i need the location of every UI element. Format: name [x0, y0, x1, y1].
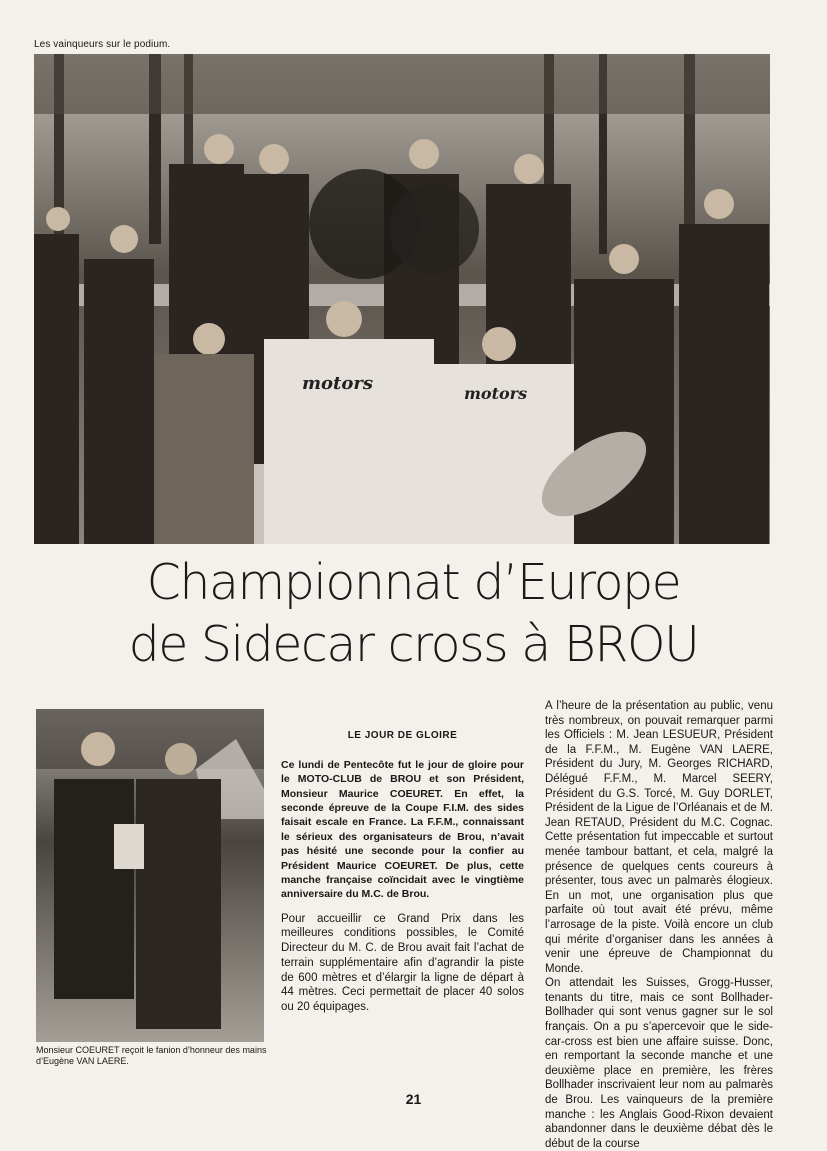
section-heading: LE JOUR DE GLOIRE	[347, 730, 458, 741]
svg-text:motors: motors	[302, 373, 373, 394]
article-column-1	[281, 729, 524, 1015]
svg-text:motors: motors	[464, 384, 528, 403]
top-photo-caption: Les vainqueurs sur le podium.	[34, 39, 171, 50]
ceremony-photo-caption: Monsieur COEURET reçoit le fanion d’honneur des mains d’Eugène VAN LAERE.	[36, 1045, 267, 1066]
title-line-2: de Sidecar cross à BROU	[128, 616, 699, 673]
page-number: 21	[405, 1091, 422, 1107]
lead-paragraph: Ce lundi de Pentecôte fut le jour de gloire pour le MOTO-CLUB de BROU et son Président, Monsieur Maurice COEURET. En effet, la seconde épreuve de la Coupe F.I.M. des sides faisait escale en France. La F.F.M., connaissant le sérieux des organisateurs de Brou, n’avait pas hésité une seconde pour la confier au Président Maurice COEURET. De plus, cette manche française coïncidait avec le vingtième anniversaire du M.C. de Brou.	[281, 758, 524, 901]
article-column-2	[545, 699, 773, 1151]
title-line-1: Championnat d’Europe	[146, 554, 681, 611]
paragraph-1: Pour accueillir ce Grand Prix dans les meilleures conditions possibles, le Comité Directeur du M. C. de Brou avait fait l’achat de terrain supplémentaire afin d’agrandir la piste de 600 mètres et d’élargir la ligne de départ à 44 mètres. Ceci permettait de placer 40 solos ou 20 équipages.	[281, 912, 524, 1013]
ceremony-photo	[36, 709, 264, 1042]
podium-photo	[34, 54, 770, 544]
paragraph-3: On attendait les Suisses, Grogg-Husser, tenants du titre, mais ce sont Bollhader-Bollhader qui sont venus gagner sur le sol français. On a pu s’apercevoir que le side-car-cross est bien une affaire suisse. Donc, en remportant la seconde manche et une deuxième place en première, les frères Bollhader inscrivaient leur nom au palmarès de Brou. Les vainqueurs de la première manche : les Anglais Good-Rixon devaient abandonner dans le deuxième débat dès le début de la course	[545, 977, 773, 1150]
paragraph-2: A l’heure de la présentation au public, venu très nombreux, on pouvait remarquer parmi les Officiels : M. Jean LESUEUR, Président de la F.F.M., M. Eugène VAN LAERE, Président du Jury, M. Georges RICHARD, Délégué F.F.M., M. Marcel SEERY, Président du G.S. Torcé, M. Guy DORLET, Président de la Ligue de l’Orléanais et de M. Jean RETAUD, Président du M.C. Cognac. Cette présentation fut impeccable et surtout menée tambour battant, et cela, malgré la présence de quelques cents coureurs à présenter, tous avec un palmarès élogieux. En un mot, une organisation plus que parfaite où tout avait été prévu, même l’arrosage de la piste. Voilà encore un club qui mérite d’organiser dans les années à venir une épreuve de Championnat du Monde.	[545, 700, 773, 975]
article-title	[0, 552, 827, 676]
